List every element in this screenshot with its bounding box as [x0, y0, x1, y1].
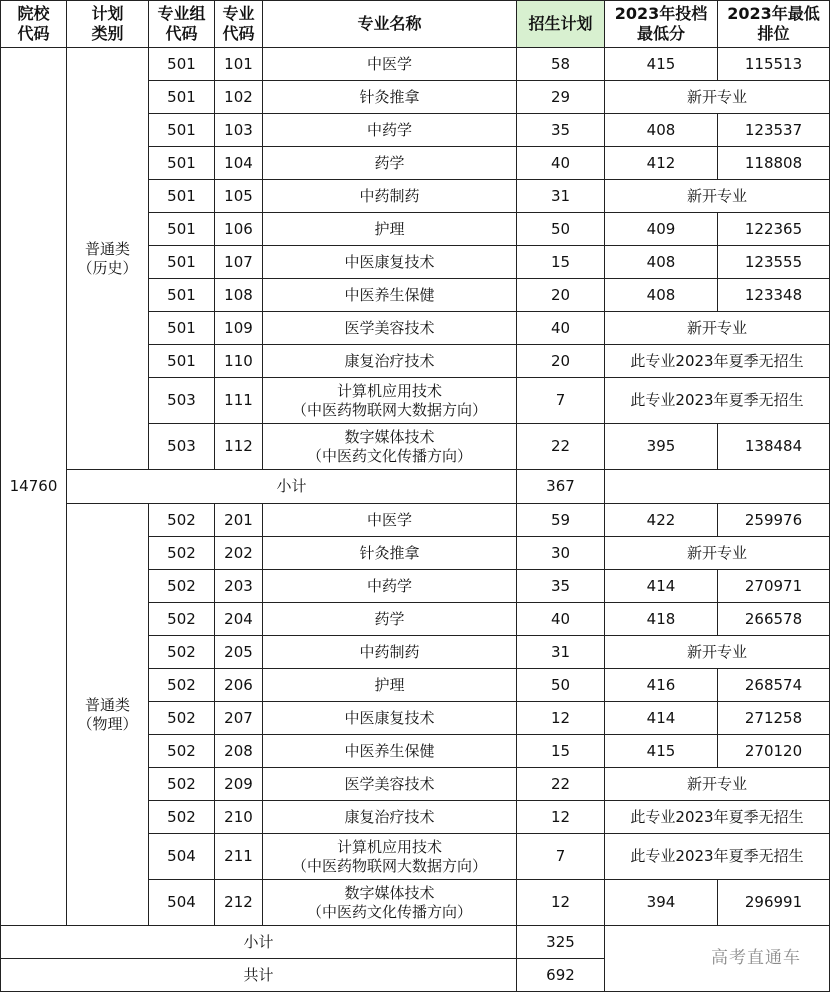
remark-cell: 此专业2023年夏季无招生 [605, 345, 830, 378]
major-name-cell: 中医康复技术 [263, 702, 517, 735]
min-rank-cell: 259976 [718, 504, 830, 537]
major-name-cell: 中药制药 [263, 180, 517, 213]
min-score-cell: 422 [605, 504, 718, 537]
major-code-cell: 210 [215, 801, 263, 834]
group-code-cell: 501 [149, 81, 215, 114]
major-code-cell: 108 [215, 279, 263, 312]
group-code-cell: 501 [149, 114, 215, 147]
major-name-cell: 药学 [263, 147, 517, 180]
enroll-plan-cell: 40 [517, 603, 605, 636]
header-major-code: 专业 代码 [215, 1, 263, 48]
min-rank-cell: 270971 [718, 570, 830, 603]
min-rank-cell: 266578 [718, 603, 830, 636]
enroll-plan-cell: 20 [517, 345, 605, 378]
enroll-plan-cell: 40 [517, 312, 605, 345]
group-code-cell: 502 [149, 702, 215, 735]
enroll-plan-cell: 40 [517, 147, 605, 180]
major-name-cell: 中药学 [263, 114, 517, 147]
group-code-cell: 501 [149, 147, 215, 180]
plan-type-cell: 普通类 （物理） [67, 504, 149, 926]
min-score-cell: 408 [605, 114, 718, 147]
table-row [1, 504, 830, 537]
min-score-cell: 412 [605, 147, 718, 180]
header-row [1, 1, 830, 48]
group-code-cell: 501 [149, 345, 215, 378]
group-code-cell: 501 [149, 213, 215, 246]
min-score-cell: 416 [605, 669, 718, 702]
subtotal-value: 325 [517, 926, 605, 959]
major-name-cell: 计算机应用技术 （中医药物联网大数据方向） [263, 378, 517, 424]
enroll-plan-cell: 30 [517, 537, 605, 570]
min-score-cell: 414 [605, 702, 718, 735]
major-code-cell: 104 [215, 147, 263, 180]
header-min-rank: 2023年最低 排位 [718, 1, 830, 48]
enroll-plan-cell: 35 [517, 570, 605, 603]
major-code-cell: 204 [215, 603, 263, 636]
enroll-plan-cell: 50 [517, 669, 605, 702]
major-code-cell: 105 [215, 180, 263, 213]
remark-cell: 新开专业 [605, 768, 830, 801]
min-rank-cell: 118808 [718, 147, 830, 180]
group-code-cell: 504 [149, 834, 215, 880]
total-label: 共计 [1, 959, 517, 992]
header-school-code: 院校 代码 [1, 1, 67, 48]
subtotal-value: 367 [517, 470, 605, 504]
min-rank-cell: 271258 [718, 702, 830, 735]
remark-cell: 新开专业 [605, 636, 830, 669]
plan-type-cell: 普通类 （历史） [67, 48, 149, 470]
min-score-cell: 415 [605, 735, 718, 768]
min-rank-cell: 123348 [718, 279, 830, 312]
major-code-cell: 102 [215, 81, 263, 114]
major-code-cell: 201 [215, 504, 263, 537]
major-name-cell: 中医养生保健 [263, 735, 517, 768]
group-code-cell: 502 [149, 801, 215, 834]
major-name-cell: 中医学 [263, 504, 517, 537]
major-code-cell: 109 [215, 312, 263, 345]
group-code-cell: 502 [149, 669, 215, 702]
enroll-plan-cell: 50 [517, 213, 605, 246]
major-name-cell: 药学 [263, 603, 517, 636]
table-row [1, 48, 830, 81]
remark-cell: 此专业2023年夏季无招生 [605, 834, 830, 880]
enroll-plan-cell: 59 [517, 504, 605, 537]
physics-subtotal-row [1, 926, 830, 959]
min-rank-cell: 123555 [718, 246, 830, 279]
enroll-plan-cell: 7 [517, 834, 605, 880]
group-code-cell: 502 [149, 603, 215, 636]
enroll-plan-cell: 58 [517, 48, 605, 81]
major-name-cell: 针灸推拿 [263, 537, 517, 570]
min-score-cell: 409 [605, 213, 718, 246]
major-code-cell: 208 [215, 735, 263, 768]
school-code-cell: 14760 [1, 48, 67, 926]
enroll-plan-cell: 35 [517, 114, 605, 147]
major-name-cell: 数字媒体技术 （中医药文化传播方向） [263, 880, 517, 926]
header-min-score: 2023年投档 最低分 [605, 1, 718, 48]
table-body [1, 48, 830, 992]
group-code-cell: 502 [149, 537, 215, 570]
major-name-cell: 护理 [263, 669, 517, 702]
major-name-cell: 康复治疗技术 [263, 345, 517, 378]
major-code-cell: 110 [215, 345, 263, 378]
major-name-cell: 中医养生保健 [263, 279, 517, 312]
major-name-cell: 计算机应用技术 （中医药物联网大数据方向） [263, 834, 517, 880]
group-code-cell: 502 [149, 735, 215, 768]
min-score-cell: 394 [605, 880, 718, 926]
group-code-cell: 501 [149, 246, 215, 279]
major-name-cell: 中药制药 [263, 636, 517, 669]
major-code-cell: 101 [215, 48, 263, 81]
major-name-cell: 针灸推拿 [263, 81, 517, 114]
enroll-plan-cell: 7 [517, 378, 605, 424]
total-value: 692 [517, 959, 605, 992]
major-name-cell: 数字媒体技术 （中医药文化传播方向） [263, 424, 517, 470]
major-code-cell: 112 [215, 424, 263, 470]
header-group-code: 专业组 代码 [149, 1, 215, 48]
min-score-cell: 415 [605, 48, 718, 81]
watermark: 高考直通车 [605, 926, 830, 992]
min-rank-cell: 122365 [718, 213, 830, 246]
group-code-cell: 501 [149, 48, 215, 81]
group-code-cell: 502 [149, 636, 215, 669]
enroll-plan-cell: 31 [517, 636, 605, 669]
group-code-cell: 503 [149, 378, 215, 424]
group-code-cell: 501 [149, 279, 215, 312]
major-code-cell: 202 [215, 537, 263, 570]
min-rank-cell: 270120 [718, 735, 830, 768]
header-plan-type: 计划 类别 [67, 1, 149, 48]
major-name-cell: 医学美容技术 [263, 768, 517, 801]
major-name-cell: 医学美容技术 [263, 312, 517, 345]
group-code-cell: 502 [149, 570, 215, 603]
major-code-cell: 207 [215, 702, 263, 735]
major-name-cell: 中医学 [263, 48, 517, 81]
major-name-cell: 中医康复技术 [263, 246, 517, 279]
min-rank-cell: 138484 [718, 424, 830, 470]
subtotal-label: 小计 [1, 926, 517, 959]
min-rank-cell: 296991 [718, 880, 830, 926]
history-subtotal-row [1, 470, 830, 504]
group-code-cell: 501 [149, 180, 215, 213]
enroll-plan-cell: 12 [517, 880, 605, 926]
enroll-plan-cell: 15 [517, 246, 605, 279]
enroll-plan-cell: 22 [517, 768, 605, 801]
major-code-cell: 106 [215, 213, 263, 246]
group-code-cell: 501 [149, 312, 215, 345]
min-score-cell: 414 [605, 570, 718, 603]
min-score-cell: 408 [605, 246, 718, 279]
header-major-name: 专业名称 [263, 1, 517, 48]
min-score-cell: 395 [605, 424, 718, 470]
min-rank-cell: 268574 [718, 669, 830, 702]
remark-cell: 新开专业 [605, 180, 830, 213]
remark-cell: 新开专业 [605, 537, 830, 570]
major-code-cell: 212 [215, 880, 263, 926]
remark-cell: 此专业2023年夏季无招生 [605, 801, 830, 834]
enroll-plan-cell: 22 [517, 424, 605, 470]
major-name-cell: 中药学 [263, 570, 517, 603]
enroll-plan-cell: 15 [517, 735, 605, 768]
remark-cell: 此专业2023年夏季无招生 [605, 378, 830, 424]
min-rank-cell: 123537 [718, 114, 830, 147]
group-code-cell: 503 [149, 424, 215, 470]
enroll-plan-cell: 31 [517, 180, 605, 213]
empty-cell [605, 470, 830, 504]
header-enroll-plan: 招生计划 [517, 1, 605, 48]
min-score-cell: 418 [605, 603, 718, 636]
major-code-cell: 107 [215, 246, 263, 279]
group-code-cell: 502 [149, 504, 215, 537]
major-code-cell: 103 [215, 114, 263, 147]
min-rank-cell: 115513 [718, 48, 830, 81]
enroll-plan-cell: 20 [517, 279, 605, 312]
major-name-cell: 康复治疗技术 [263, 801, 517, 834]
min-score-cell: 408 [605, 279, 718, 312]
enroll-plan-cell: 29 [517, 81, 605, 114]
remark-cell: 新开专业 [605, 312, 830, 345]
group-code-cell: 502 [149, 768, 215, 801]
major-code-cell: 203 [215, 570, 263, 603]
enroll-plan-cell: 12 [517, 702, 605, 735]
major-code-cell: 111 [215, 378, 263, 424]
group-code-cell: 504 [149, 880, 215, 926]
subtotal-label: 小计 [67, 470, 517, 504]
major-code-cell: 206 [215, 669, 263, 702]
enroll-plan-cell: 12 [517, 801, 605, 834]
major-code-cell: 211 [215, 834, 263, 880]
major-code-cell: 205 [215, 636, 263, 669]
remark-cell: 新开专业 [605, 81, 830, 114]
major-name-cell: 护理 [263, 213, 517, 246]
major-code-cell: 209 [215, 768, 263, 801]
